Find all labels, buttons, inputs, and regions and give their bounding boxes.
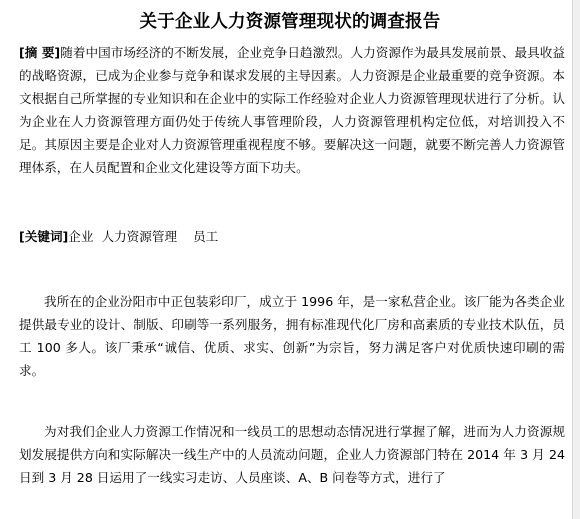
keywords-label: [关键词]: [19, 229, 69, 244]
vertical-scrollbar[interactable]: [572, 0, 580, 519]
document-title: 关于企业人力资源管理现状的调查报告: [139, 12, 441, 32]
keywords-text: 企业 人力资源管理 员工: [68, 229, 219, 244]
keywords-paragraph: [19, 225, 565, 248]
abstract-text: 随着中国市场经济的不断发展，企业竞争日趋激烈。人力资源作为最具发展前景、最具收益的战略资源，已成为企业参与竞争和谋求发展的主导因素。人力资源是企业最重要的竞争资源。本文根据自己所掌握的专业知识和在企业中的实际工作经验对企业人力资源管理现状进行了分析。认为企业在人力资源管理方面仍处于传统人事管理阶段，人力资源管理机构定位低，对培训投入不足。其原因主要是企业对人力资源管理重视程度不够。要解决这一问题，就要不断完善人力资源管理体系，在人员配置和企业文化建设等方面下功夫。: [19, 45, 566, 175]
body-paragraph-2: 为对我们企业人力资源工作情况和一线员工的思想动态情况进行掌握了解，进而为人力资源规划发展提供方向和实际解决一线生产中的人员流动问题，企业人力资源部门特在 2014 年 3 月 24 日到 3 月 28 日运用了一线实习走访、人员座谈、A、B 问卷等方式，进行了: [19, 424, 565, 485]
body-paragraph-1: 我所在的企业汾阳市中正包装彩印厂，成立于 1996 年，是一家私营企业。该厂能为各类企业提供最专业的设计、制版、印刷等一系列服务，拥有标准现代化厂房和高素质的专业技术队伍，员工 100 多人。该厂秉承“诚信、优质、求实、创新”为宗旨，努力满足客户对优质快速印刷的需求。: [19, 294, 565, 378]
abstract-label: [摘 要]: [19, 45, 61, 60]
abstract-paragraph: [19, 41, 565, 179]
